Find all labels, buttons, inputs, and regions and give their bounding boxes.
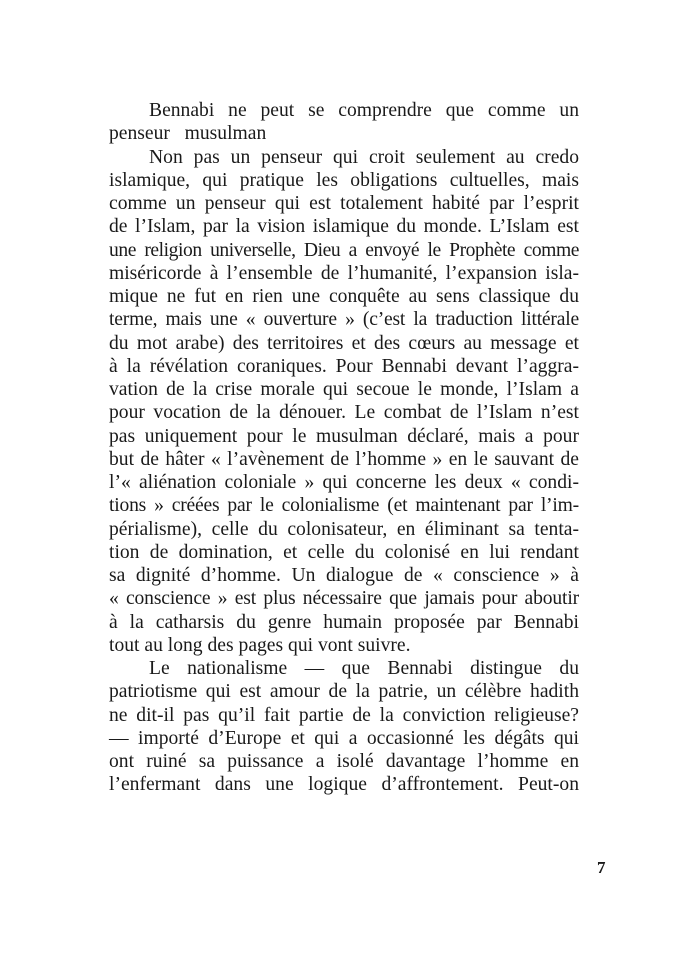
text-line: périalisme), celle du colonisateur, en éliminant sa tenta- xyxy=(109,518,579,540)
text-line: sa dignité d’homme. Un dialogue de « conscience » à xyxy=(109,565,579,586)
paragraph-3 xyxy=(109,657,579,797)
page-number: 7 xyxy=(597,858,606,877)
text-line: « conscience » est plus nécessaire que jamais pour aboutir xyxy=(109,588,579,610)
text-line: penseur musulman xyxy=(109,123,267,145)
text-line: une religion universelle, Dieu a envoyé le Prophète comme xyxy=(109,239,579,261)
text-line: de l’Islam, par la vision islamique du monde. L’Islam est xyxy=(109,216,579,238)
text-line: islamique, qui pratique les obligations cultuelles, mais xyxy=(109,169,579,191)
text-line: tions » créées par le colonialisme (et maintenant par l’im- xyxy=(109,495,579,517)
text-line: — importé d’Europe et qui a occasionné les dégâts qui xyxy=(109,727,579,749)
text-line: à la catharsis du genre humain proposée par Bennabi xyxy=(109,611,579,633)
text-line: mique ne fut en rien une conquête au sens classique du xyxy=(109,286,579,307)
text-line: l’« aliénation coloniale » qui concerne les deux « condi- xyxy=(109,472,579,493)
text-line: patriotisme qui est amour de la patrie, un célèbre hadith xyxy=(109,681,579,703)
paragraph-1 xyxy=(109,99,579,146)
text-line: comme un penseur qui est totalement habité par l’esprit xyxy=(109,193,579,214)
text-line: miséricorde à l’ensemble de l’humanité, l’expansion isla- xyxy=(109,262,579,284)
text-line: à la révélation coraniques. Pour Bennabi devant l’aggra- xyxy=(109,355,579,377)
text-line: ont ruiné sa puissance a isolé davantage l’homme en xyxy=(109,751,579,772)
text-line: pas uniquement pour le musulman déclaré, mais a pour xyxy=(109,425,579,447)
text-line: vation de la crise morale qui secoue le monde, l’Islam a xyxy=(109,379,579,400)
text-line: ne dit-il pas qu’il fait partie de la conviction religieuse? xyxy=(109,704,579,726)
text-line: Non pas un penseur qui croit seulement au credo xyxy=(149,146,579,168)
text-line: tion de domination, et celle du colonisé en lui rendant xyxy=(109,541,579,563)
text-line: terme, mais une « ouverture » (c’est la traduction littérale xyxy=(109,309,579,331)
text-line: Bennabi ne peut se comprendre que comme un xyxy=(149,100,579,121)
text-line: tout au long des pages qui vont suivre. xyxy=(109,634,411,656)
paragraph-2 xyxy=(109,146,579,658)
text-line: l’enfermant dans une logique d’affrontement. Peut-on xyxy=(109,774,579,796)
body-text xyxy=(109,99,579,797)
text-line: pour vocation de la dénouer. Le combat de l’Islam n’est xyxy=(109,402,579,424)
text-line: du mot arabe) des territoires et des cœurs au message et xyxy=(109,332,579,354)
text-line: but de hâter « l’avènement de l’homme » en le sauvant de xyxy=(109,448,579,470)
text-line: Le nationalisme — que Bennabi distingue du xyxy=(149,658,579,679)
